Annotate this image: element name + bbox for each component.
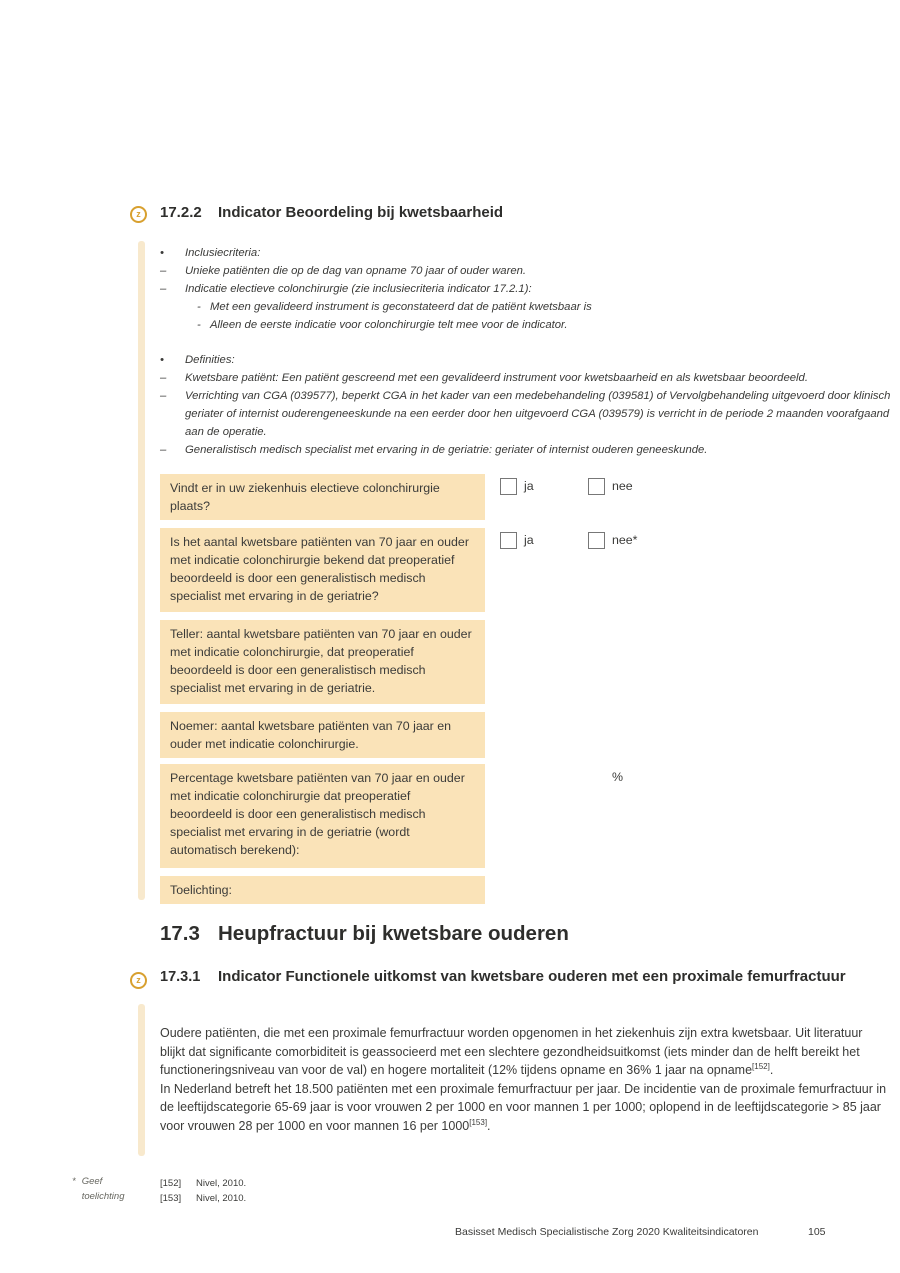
- margin-footnote-line: Geef: [81, 1176, 103, 1187]
- paragraph-text: .: [487, 1118, 491, 1133]
- checkbox-ja[interactable]: [500, 532, 517, 549]
- section-title: Heupfractuur bij kwetsbare ouderen: [218, 922, 569, 945]
- list-item-text: Generalistisch medisch specialist met ervaring in de geriatrie: geriater of internist ouderen geneeskunde.: [185, 444, 708, 456]
- question-box-aantal-bekend: Is het aantal kwetsbare patiënten van 70 jaar en ouder met indicatie colonchirurgie bekend dat preoperatief beoordeeld is door een generalistisch medisch specialist met ervaring in de geriatrie?: [160, 528, 485, 612]
- list-item-text: Kwetsbare patiënt: Een patiënt gescreend met een gevalideerd instrument voor kwetsbaarheid en als kwetsbaar beoordeeld.: [185, 372, 808, 384]
- section-accent-bar: [138, 1004, 145, 1156]
- footnote-ref: [152]: [160, 1178, 182, 1189]
- section-accent-bar: [138, 241, 145, 900]
- percent-unit-label: %: [612, 770, 624, 784]
- checkbox-label-nee: nee*: [612, 533, 638, 547]
- section-number: 17.3: [160, 922, 200, 945]
- list-item: [160, 441, 892, 459]
- footnote-item: [160, 1176, 246, 1191]
- list-item: [160, 387, 892, 441]
- checkbox-label-nee: nee: [612, 479, 633, 493]
- dash-marker: –: [160, 390, 167, 402]
- paragraph-text: In Nederland betreft het 18.500 patiënten met een proximale femurfractuur per jaar. De incidentie van de proximale femurfractuur in de leeftijdscategorie 65-69 jaar is voor vrouwen 2 per 1000 en voor mannen 1 per 1000; oplopend in de leeftijdscategorie > 85 jaar voor vrouwen 28 per 1000 en voor mannen 16 per 1000: [160, 1081, 887, 1133]
- list-item-text: Unieke patiënten die op de dag van opname 70 jaar of ouder waren.: [185, 265, 527, 277]
- checkbox-nee[interactable]: [588, 532, 605, 549]
- list-item-text: Definities:: [185, 354, 235, 366]
- list-item-text: Verrichting van CGA (039577), beperkt CGA in het kader van een medebehandeling (039581) of Vervolgbehandeling uitgevoerd door klinisch geriater of internist ouderengeneeskunde na een eerder door hen uitgevoerd CGA (039579) is verricht in de periode 2 maanden voorafgaand aan de operatie.: [185, 390, 891, 438]
- paragraph: [160, 1024, 890, 1080]
- bullet-marker: •: [160, 354, 164, 366]
- list-subitem: [197, 298, 892, 316]
- footnote-text: Nivel, 2010.: [196, 1178, 247, 1189]
- section-title: Indicator Functionele uitkomst van kwetsbare ouderen met een proximale femurfractuur: [218, 968, 846, 985]
- page-number: 105: [808, 1226, 826, 1238]
- dash-marker: -: [197, 319, 201, 331]
- list-item: [160, 351, 892, 369]
- margin-footnote-text: [82, 1175, 125, 1204]
- checkbox-label-ja: ja: [524, 533, 534, 547]
- margin-footnote: [72, 1175, 124, 1204]
- list-subitem: [197, 316, 892, 334]
- section-number: 17.3.1: [160, 969, 201, 985]
- section-badge-icon: z: [130, 972, 147, 989]
- list-item: [160, 280, 892, 298]
- checkbox-nee[interactable]: [588, 478, 605, 495]
- footer-title: Basisset Medisch Specialistische Zorg 2020 Kwaliteitsindicatoren: [455, 1226, 759, 1238]
- list-item: [160, 244, 892, 262]
- checkbox-label-ja: ja: [524, 479, 534, 493]
- section-badge-icon: z: [130, 206, 147, 223]
- footnote-ref: [153]: [160, 1193, 182, 1204]
- list-item-text: Alleen de eerste indicatie voor colonchirurgie telt mee voor de indicator.: [210, 319, 568, 331]
- definitions-list: [160, 351, 892, 459]
- footnote-reference: [152]: [752, 1061, 770, 1071]
- dash-marker: –: [160, 372, 167, 384]
- footnote-list: [160, 1176, 246, 1206]
- question-box-noemer: Noemer: aantal kwetsbare patiënten van 70 jaar en ouder met indicatie colonchirurgie.: [160, 712, 485, 758]
- inclusion-criteria-list: [160, 244, 892, 334]
- list-item: [160, 262, 892, 280]
- margin-footnote-line: toelichting: [81, 1190, 125, 1202]
- list-item: [160, 369, 892, 387]
- section-title: Indicator Beoordeling bij kwetsbaarheid: [218, 204, 504, 221]
- question-box-colonchirurgie: Vindt er in uw ziekenhuis electieve colonchirurgie plaats?: [160, 474, 485, 520]
- answer-options: [500, 478, 720, 498]
- section-number: 17.2.2: [160, 204, 202, 221]
- list-item-text: Inclusiecriteria:: [185, 247, 261, 259]
- paragraph-text: Oudere patiënten, die met een proximale femurfractuur worden opgenomen in het ziekenhuis zijn extra kwetsbaar. Uit literatuur blijkt dat significante comorbiditeit is geassocieerd met een slechtere gezondheidsuitkomst (iets minder dan de helft bereikt het functioneringsniveau van voor de val) en hogere mortaliteit (12% tijdens opname en 36% 1 jaar na opname: [160, 1026, 863, 1077]
- answer-options: [500, 532, 720, 552]
- question-box-teller: Teller: aantal kwetsbare patiënten van 70 jaar en ouder met indicatie colonchirurgie, dat preoperatief beoordeeld is door een generalistisch medisch specialist met ervaring in de geriatrie.: [160, 620, 485, 704]
- footnote-reference: [153]: [469, 1117, 488, 1127]
- dash-marker: –: [160, 283, 167, 295]
- dash-marker: -: [197, 301, 201, 313]
- question-box-percentage: Percentage kwetsbare patiënten van 70 jaar en ouder met indicatie colonchirurgie dat preoperatief beoordeeld is door een generalistisch medisch specialist met ervaring in de geriatrie (wordt automatisch berekend):: [160, 764, 485, 868]
- list-item-text: Met een gevalideerd instrument is geconstateerd dat de patiënt kwetsbaar is: [210, 301, 592, 313]
- question-box-toelichting: Toelichting:: [160, 876, 485, 904]
- list-item-text: Indicatie electieve colonchirurgie (zie inclusiecriteria indicator 17.2.1):: [185, 283, 532, 295]
- paragraph-text: .: [769, 1063, 774, 1077]
- asterisk-marker: *: [72, 1176, 76, 1187]
- bullet-marker: •: [160, 247, 164, 259]
- footnote-item: [160, 1191, 246, 1206]
- paragraph: [160, 1080, 890, 1136]
- dash-marker: –: [160, 444, 167, 456]
- footnote-text: Nivel, 2010.: [196, 1193, 247, 1204]
- dash-marker: –: [160, 265, 167, 277]
- body-text: [160, 1024, 890, 1135]
- checkbox-ja[interactable]: [500, 478, 517, 495]
